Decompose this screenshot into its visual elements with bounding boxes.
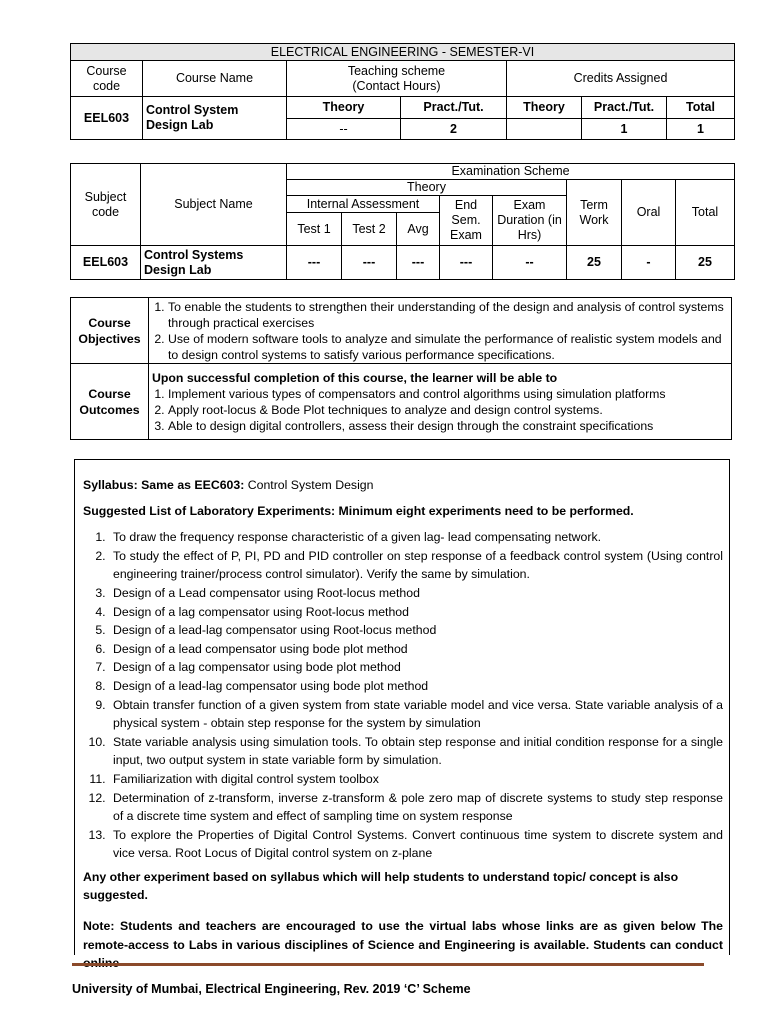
test2-header: Test 2 (342, 213, 397, 246)
experiment-item: 3. Design of a Lead compensator using Root-locus method (109, 584, 723, 603)
internal-assessment-header: Internal Assessment (287, 196, 440, 213)
experiment-item: 1. To draw the frequency response characteristic of a given lag- lead compensating network. (109, 528, 723, 547)
pract-hours: 2 (401, 119, 507, 140)
objectives-list (152, 299, 728, 363)
test1-value: --- (287, 246, 342, 280)
total-value: 25 (676, 246, 735, 280)
any-other-experiment-note: Any other experiment based on syllabus which will help students to understand topic/ concept is also suggested. (83, 869, 679, 903)
exam-scheme-header: Examination Scheme (287, 164, 735, 180)
experiment-item: 2. To study the effect of P, PI, PD and PID controller on step response of a feedback control system (Using control engineering trainer/process control simulator). Verify the same by simulation. (109, 547, 723, 584)
experiment-item: 13. To explore the Properties of Digital Control Systems. Convert continuous time system to discrete system and vice versa. Root Locus of Digital control system on z-plane (109, 826, 723, 863)
theory-subheader: Theory (287, 97, 401, 119)
experiment-item: 10. State variable analysis using simulation tools. To obtain step response and initial condition response for a single input, two output system in state variable form by simulation. (109, 733, 723, 770)
credit-total-subheader: Total (667, 97, 735, 119)
theory-hours: -- (287, 119, 401, 140)
subject-code-header: Subject code (71, 164, 141, 246)
experiment-item: 5. Design of a lead-lag compensator using Root-locus method (109, 621, 723, 640)
experiment-item: 8. Design of a lead-lag compensator using bode plot method (109, 677, 723, 696)
experiments-list (83, 528, 723, 863)
avg-value: --- (397, 246, 440, 280)
subject-name-header: Subject Name (141, 164, 287, 246)
course-code-header: Course code (71, 61, 143, 97)
syllabus-same-as-label: Syllabus: Same as EEC603: (83, 478, 245, 492)
syllabus-same-as (83, 476, 723, 495)
test1-header: Test 1 (287, 213, 342, 246)
total-header: Total (676, 180, 735, 246)
course-code: EEL603 (71, 97, 143, 140)
pract-subheader: Pract./Tut. (401, 97, 507, 119)
oral-header: Oral (622, 180, 676, 246)
objectives-label: Course Objectives (71, 298, 149, 364)
term-work-header: Term Work (567, 180, 622, 246)
page-footer: University of Mumbai, Electrical Engineering, Rev. 2019 ‘C’ Scheme (72, 982, 471, 996)
objectives-outcomes-table (70, 297, 732, 440)
test2-value: --- (342, 246, 397, 280)
outcomes-content (149, 364, 732, 440)
objectives-content (149, 298, 732, 364)
experiment-item: 12. Determination of z-transform, inverse z-transform & pole zero map of discrete systems to study step response of a discrete time system and effect of sampling time on system response (109, 789, 723, 826)
teaching-scheme-line2: (Contact Hours) (352, 78, 441, 93)
experiment-item: 11. Familiarization with digital control system toolbox (109, 770, 723, 789)
suggested-experiments-heading: Suggested List of Laboratory Experiments: Minimum eight experiments need to be performed. (83, 503, 634, 518)
syllabus-same-as-value: Control System Design (247, 478, 374, 492)
subject-code: EEL603 (71, 246, 141, 280)
outcomes-list (152, 386, 728, 434)
end-sem-header: End Sem. Exam (440, 196, 493, 246)
course-name-header: Course Name (143, 61, 287, 97)
credit-theory-subheader: Theory (507, 97, 582, 119)
examination-scheme-table (70, 163, 735, 280)
duration-value: -- (493, 246, 567, 280)
credit-pract-subheader: Pract./Tut. (582, 97, 667, 119)
outcomes-label: Course Outcomes (71, 364, 149, 440)
teaching-scheme-line1: Teaching scheme (347, 63, 446, 78)
objective-item: 1. To enable the students to strengthen their understanding of the design and analysis of control systems through practical exercises (168, 299, 728, 331)
outcome-item: 2. Apply root-locus & Bode Plot techniques to analyze and design control systems. (168, 402, 728, 418)
credit-total-value: 1 (667, 119, 735, 140)
exam-duration-header: Exam Duration (in Hrs) (493, 196, 567, 246)
experiment-item: 7. Design of a lag compensator using bode plot method (109, 658, 723, 677)
end-sem-value: --- (440, 246, 493, 280)
term-work-value: 25 (567, 246, 622, 280)
theory-header: Theory (287, 180, 567, 196)
course-name: Control System Design Lab (143, 97, 287, 140)
teaching-scheme-table (70, 43, 735, 140)
credit-pract-value: 1 (582, 119, 667, 140)
objective-item: 2. Use of modern software tools to analyze and simulate the performance of realistic system models and to design control systems to satisfy various performance specifications. (168, 331, 728, 363)
teaching-scheme-header (287, 61, 507, 97)
outcome-item: 3. Able to design digital controllers, assess their design through the constraint specifications (168, 418, 728, 434)
experiment-item: 6. Design of a lead compensator using bode plot method (109, 640, 723, 659)
avg-header: Avg (397, 213, 440, 246)
oral-value: - (622, 246, 676, 280)
syllabus-box (74, 459, 730, 955)
outcomes-intro: Upon successful completion of this course, the learner will be able to (152, 370, 558, 385)
virtual-labs-note: Note: Students and teachers are encouraged to use the virtual labs whose links are as given below The remote-access to Labs in various disciplines of Science and Engineering is available. Students can conduct (83, 919, 723, 952)
credit-theory-value (507, 119, 582, 140)
subject-name: Control Systems Design Lab (141, 246, 287, 280)
experiment-item: 9. Obtain transfer function of a given system from state variable model and vice versa. State variable analysis of a physical system - obtain step response for the system by simulation (109, 696, 723, 733)
semester-banner: ELECTRICAL ENGINEERING - SEMESTER-VI (71, 44, 735, 61)
credits-header: Credits Assigned (507, 61, 735, 97)
outcome-item: 1. Implement various types of compensators and control algorithms using simulation platforms (168, 386, 728, 402)
footer-divider (72, 963, 704, 966)
experiment-item: 4. Design of a lag compensator using Root-locus method (109, 603, 723, 622)
